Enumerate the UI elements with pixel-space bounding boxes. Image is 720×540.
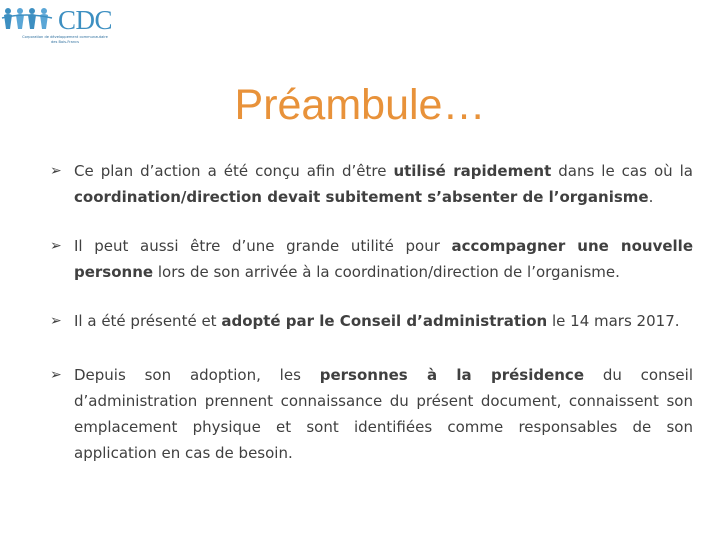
bullet-text: Depuis son adoption, les bbox=[74, 366, 320, 384]
bullet-text: Ce plan d’action a été conçu afin d’être bbox=[74, 162, 394, 180]
bullet-text: le 14 mars 2017. bbox=[547, 312, 680, 330]
logo-text: CDC bbox=[58, 5, 113, 35]
bullet-bold-text: accompagner une nouvelle personne bbox=[74, 237, 693, 281]
bullet-text: du conseil d’administration prennent connaissance du présent document, connaissent son emplacement physique et sont identifiées comme responsables de son application en cas de besoin. bbox=[74, 366, 693, 462]
logo-subtitle-line1: Corporation de développement communautaire bbox=[22, 35, 108, 39]
arrow-bullet-icon: ➢ bbox=[50, 367, 62, 383]
bullet-item bbox=[50, 362, 693, 466]
bullet-text: dans le cas où la bbox=[551, 162, 693, 180]
bullet-list bbox=[50, 158, 693, 489]
bullet-item bbox=[50, 308, 693, 334]
cdc-logo bbox=[0, 2, 130, 48]
bullet-item bbox=[50, 158, 693, 210]
arrow-bullet-icon: ➢ bbox=[50, 238, 62, 254]
bullet-bold-text: utilisé rapidement bbox=[393, 162, 552, 180]
bullet-text: . bbox=[648, 188, 654, 206]
bullet-bold-text: personnes à la présidence bbox=[319, 366, 584, 384]
bullet-bold-text: coordination/direction devait subitement s’absenter de l’organisme bbox=[74, 188, 649, 206]
logo-subtitle-line2: des Bois-Francs bbox=[51, 40, 79, 44]
people-chain-icon bbox=[0, 6, 60, 32]
bullet-text: Il a été présenté et bbox=[74, 312, 222, 330]
bullet-text: lors de son arrivée à la coordination/direction de l’organisme. bbox=[153, 263, 620, 281]
arrow-bullet-icon: ➢ bbox=[50, 313, 62, 329]
arrow-bullet-icon: ➢ bbox=[50, 163, 62, 179]
logo-subtitle bbox=[20, 35, 110, 45]
bullet-bold-text: adopté par le Conseil d’administration bbox=[221, 312, 548, 330]
bullet-text: Il peut aussi être d’une grande utilité pour bbox=[74, 237, 452, 255]
slide-title: Préambule… bbox=[234, 80, 486, 129]
bullet-item bbox=[50, 233, 693, 285]
